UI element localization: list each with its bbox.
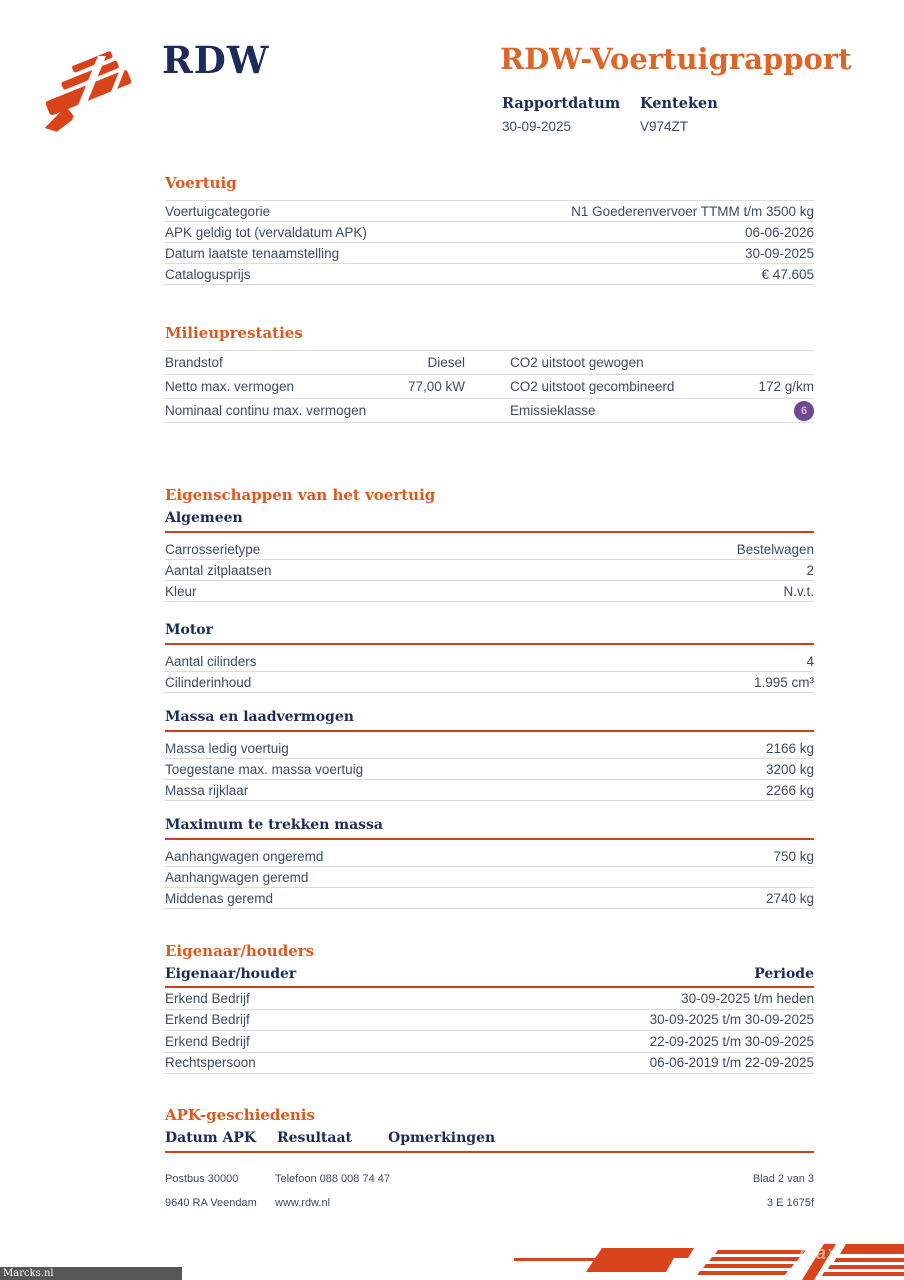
subsection-maximum-trekken-massa	[165, 817, 814, 909]
owner-name: Rechtspersoon	[165, 1055, 256, 1071]
row-label: Middenas geremd	[165, 890, 274, 906]
subsection-title: Maximum te trekken massa	[165, 817, 814, 840]
apk-table-header	[165, 1130, 814, 1153]
row-value: € 47.605	[761, 266, 814, 282]
massa-table	[165, 738, 814, 801]
row-label: Kleur	[165, 583, 197, 599]
table-row	[165, 222, 814, 243]
row-label: Netto max. vermogen	[165, 379, 295, 394]
owner-table-header	[165, 966, 814, 988]
milieu-table	[165, 350, 814, 423]
section-voertuig	[165, 174, 814, 285]
motor-table	[165, 651, 814, 693]
license-plate-label: Kenteken	[640, 95, 718, 112]
report-date-value: 30-09-2025	[502, 119, 572, 134]
column-header-owner: Eigenaar/houder	[165, 966, 297, 982]
table-row	[165, 264, 814, 285]
watermark-fragment: max	[798, 1243, 838, 1263]
footer-address-line1: Postbus 30000	[165, 1173, 239, 1185]
row-value: 172 g/km	[758, 379, 814, 394]
table-row	[165, 759, 814, 780]
report-meta	[502, 95, 778, 134]
subsection-algemeen	[165, 510, 814, 602]
owner-period: 30-09-2025 t/m 30-09-2025	[649, 1012, 814, 1028]
row-label: Nominaal continu max. vermogen	[165, 403, 367, 418]
table-row	[165, 1010, 814, 1032]
row-label: APK geldig tot (vervaldatum APK)	[165, 224, 367, 240]
table-row	[165, 1031, 814, 1053]
table-row	[165, 1053, 814, 1075]
row-value: 1.995 cm³	[753, 674, 814, 690]
footer-doc-code: 3 E 1675f	[766, 1197, 814, 1209]
section-title: APK-geschiedenis	[165, 1106, 315, 1124]
row-label: Massa rijklaar	[165, 782, 249, 798]
row-value: 2	[806, 562, 814, 578]
table-row	[165, 888, 814, 909]
table-row	[165, 560, 814, 581]
owner-name: Erkend Bedrijf	[165, 1012, 250, 1028]
column-header-datum-apk: Datum APK	[165, 1130, 257, 1146]
section-title: Eigenschappen van het voertuig	[165, 486, 436, 504]
row-value: Bestelwagen	[736, 541, 814, 557]
column-header-resultaat: Resultaat	[277, 1130, 352, 1146]
algemeen-table	[165, 539, 814, 602]
owner-name: Erkend Bedrijf	[165, 1033, 250, 1049]
footer-address-line2: 9640 RA Veendam	[165, 1197, 257, 1209]
row-label: Emissieklasse	[510, 403, 596, 418]
row-label: CO2 uitstoot gewogen	[510, 355, 644, 370]
row-label: Aantal cilinders	[165, 653, 257, 669]
section-eigenaar-houders	[165, 942, 814, 1074]
row-label: Voertuigcategorie	[165, 203, 271, 219]
rdw-feather-logo-icon	[38, 50, 156, 143]
row-value: 750 kg	[773, 848, 814, 864]
row-value: 77,00 kW	[407, 379, 465, 394]
page-footer	[165, 1167, 814, 1215]
row-label: Datum laatste tenaamstelling	[165, 245, 340, 261]
row-value: 3200 kg	[765, 761, 814, 777]
table-row	[165, 672, 814, 693]
row-label: Cilinderinhoud	[165, 674, 252, 690]
column-header-period: Periode	[754, 966, 814, 982]
table-row	[165, 539, 814, 560]
voertuig-table	[165, 200, 814, 285]
row-label: Aantal zitplaatsen	[165, 562, 272, 578]
table-row	[165, 738, 814, 759]
row-label: Aanhangwagen ongeremd	[165, 848, 324, 864]
table-row	[165, 375, 814, 399]
license-plate-value: V974ZT	[640, 119, 689, 134]
table-row	[165, 846, 814, 867]
row-label: Brandstof	[165, 355, 223, 370]
table-row	[165, 651, 814, 672]
subsection-title: Massa en laadvermogen	[165, 709, 814, 732]
subsection-title: Motor	[165, 622, 814, 645]
row-value: N.v.t.	[783, 583, 814, 599]
footer-phone: Telefoon 088 008 74 47	[275, 1173, 390, 1185]
emission-class-badge: 6	[794, 401, 814, 421]
section-title: Milieuprestaties	[165, 324, 303, 342]
table-row	[165, 988, 814, 1010]
row-label: CO2 uitstoot gecombineerd	[510, 379, 675, 394]
footer-page-number: Blad 2 van 3	[752, 1173, 814, 1185]
row-label: Catalogusprijs	[165, 266, 251, 282]
owner-period: 22-09-2025 t/m 30-09-2025	[649, 1033, 814, 1049]
rdw-logo-text: RDW	[162, 38, 270, 82]
row-value: 2166 kg	[765, 740, 814, 756]
section-milieuprestaties	[165, 324, 814, 423]
owner-period: 06-06-2019 t/m 22-09-2025	[649, 1055, 814, 1071]
section-apk-geschiedenis	[165, 1106, 814, 1153]
row-value: 2266 kg	[765, 782, 814, 798]
owner-table	[165, 988, 814, 1074]
footer-website: www.rdw.nl	[275, 1197, 331, 1209]
column-header-opmerkingen: Opmerkingen	[388, 1130, 496, 1146]
owner-name: Erkend Bedrijf	[165, 990, 250, 1006]
row-label: Toegestane max. massa voertuig	[165, 761, 364, 777]
row-label: Massa ledig voertuig	[165, 740, 289, 756]
subsection-motor	[165, 622, 814, 693]
row-value: Diesel	[427, 355, 465, 370]
page-title: RDW-Voertuigrapport	[500, 42, 852, 76]
row-value: 4	[806, 653, 814, 669]
table-row	[165, 867, 814, 888]
section-eigenschappen	[165, 486, 814, 909]
table-row	[165, 399, 814, 423]
rdw-stripes-logo-icon	[514, 1242, 904, 1280]
owner-period: 30-09-2025 t/m heden	[681, 990, 814, 1006]
site-watermark-bar: Marcks.nl	[0, 1267, 182, 1280]
subsection-title: Algemeen	[165, 510, 814, 533]
row-value: 06-06-2026	[744, 224, 814, 240]
table-row	[165, 351, 814, 375]
table-row	[165, 780, 814, 801]
row-label: Aanhangwagen geremd	[165, 869, 309, 885]
row-value: 2740 kg	[765, 890, 814, 906]
trekken-table	[165, 846, 814, 909]
table-row	[165, 243, 814, 264]
table-row	[165, 201, 814, 222]
subsection-massa-laadvermogen	[165, 709, 814, 801]
row-label: Carrosserietype	[165, 541, 261, 557]
section-title: Eigenaar/houders	[165, 942, 315, 960]
section-title: Voertuig	[165, 174, 237, 192]
report-date-label: Rapportdatum	[502, 95, 621, 112]
row-value: N1 Goederenvervoer TTMM t/m 3500 kg	[571, 203, 814, 219]
table-row	[165, 581, 814, 602]
row-value: 30-09-2025	[744, 245, 814, 261]
